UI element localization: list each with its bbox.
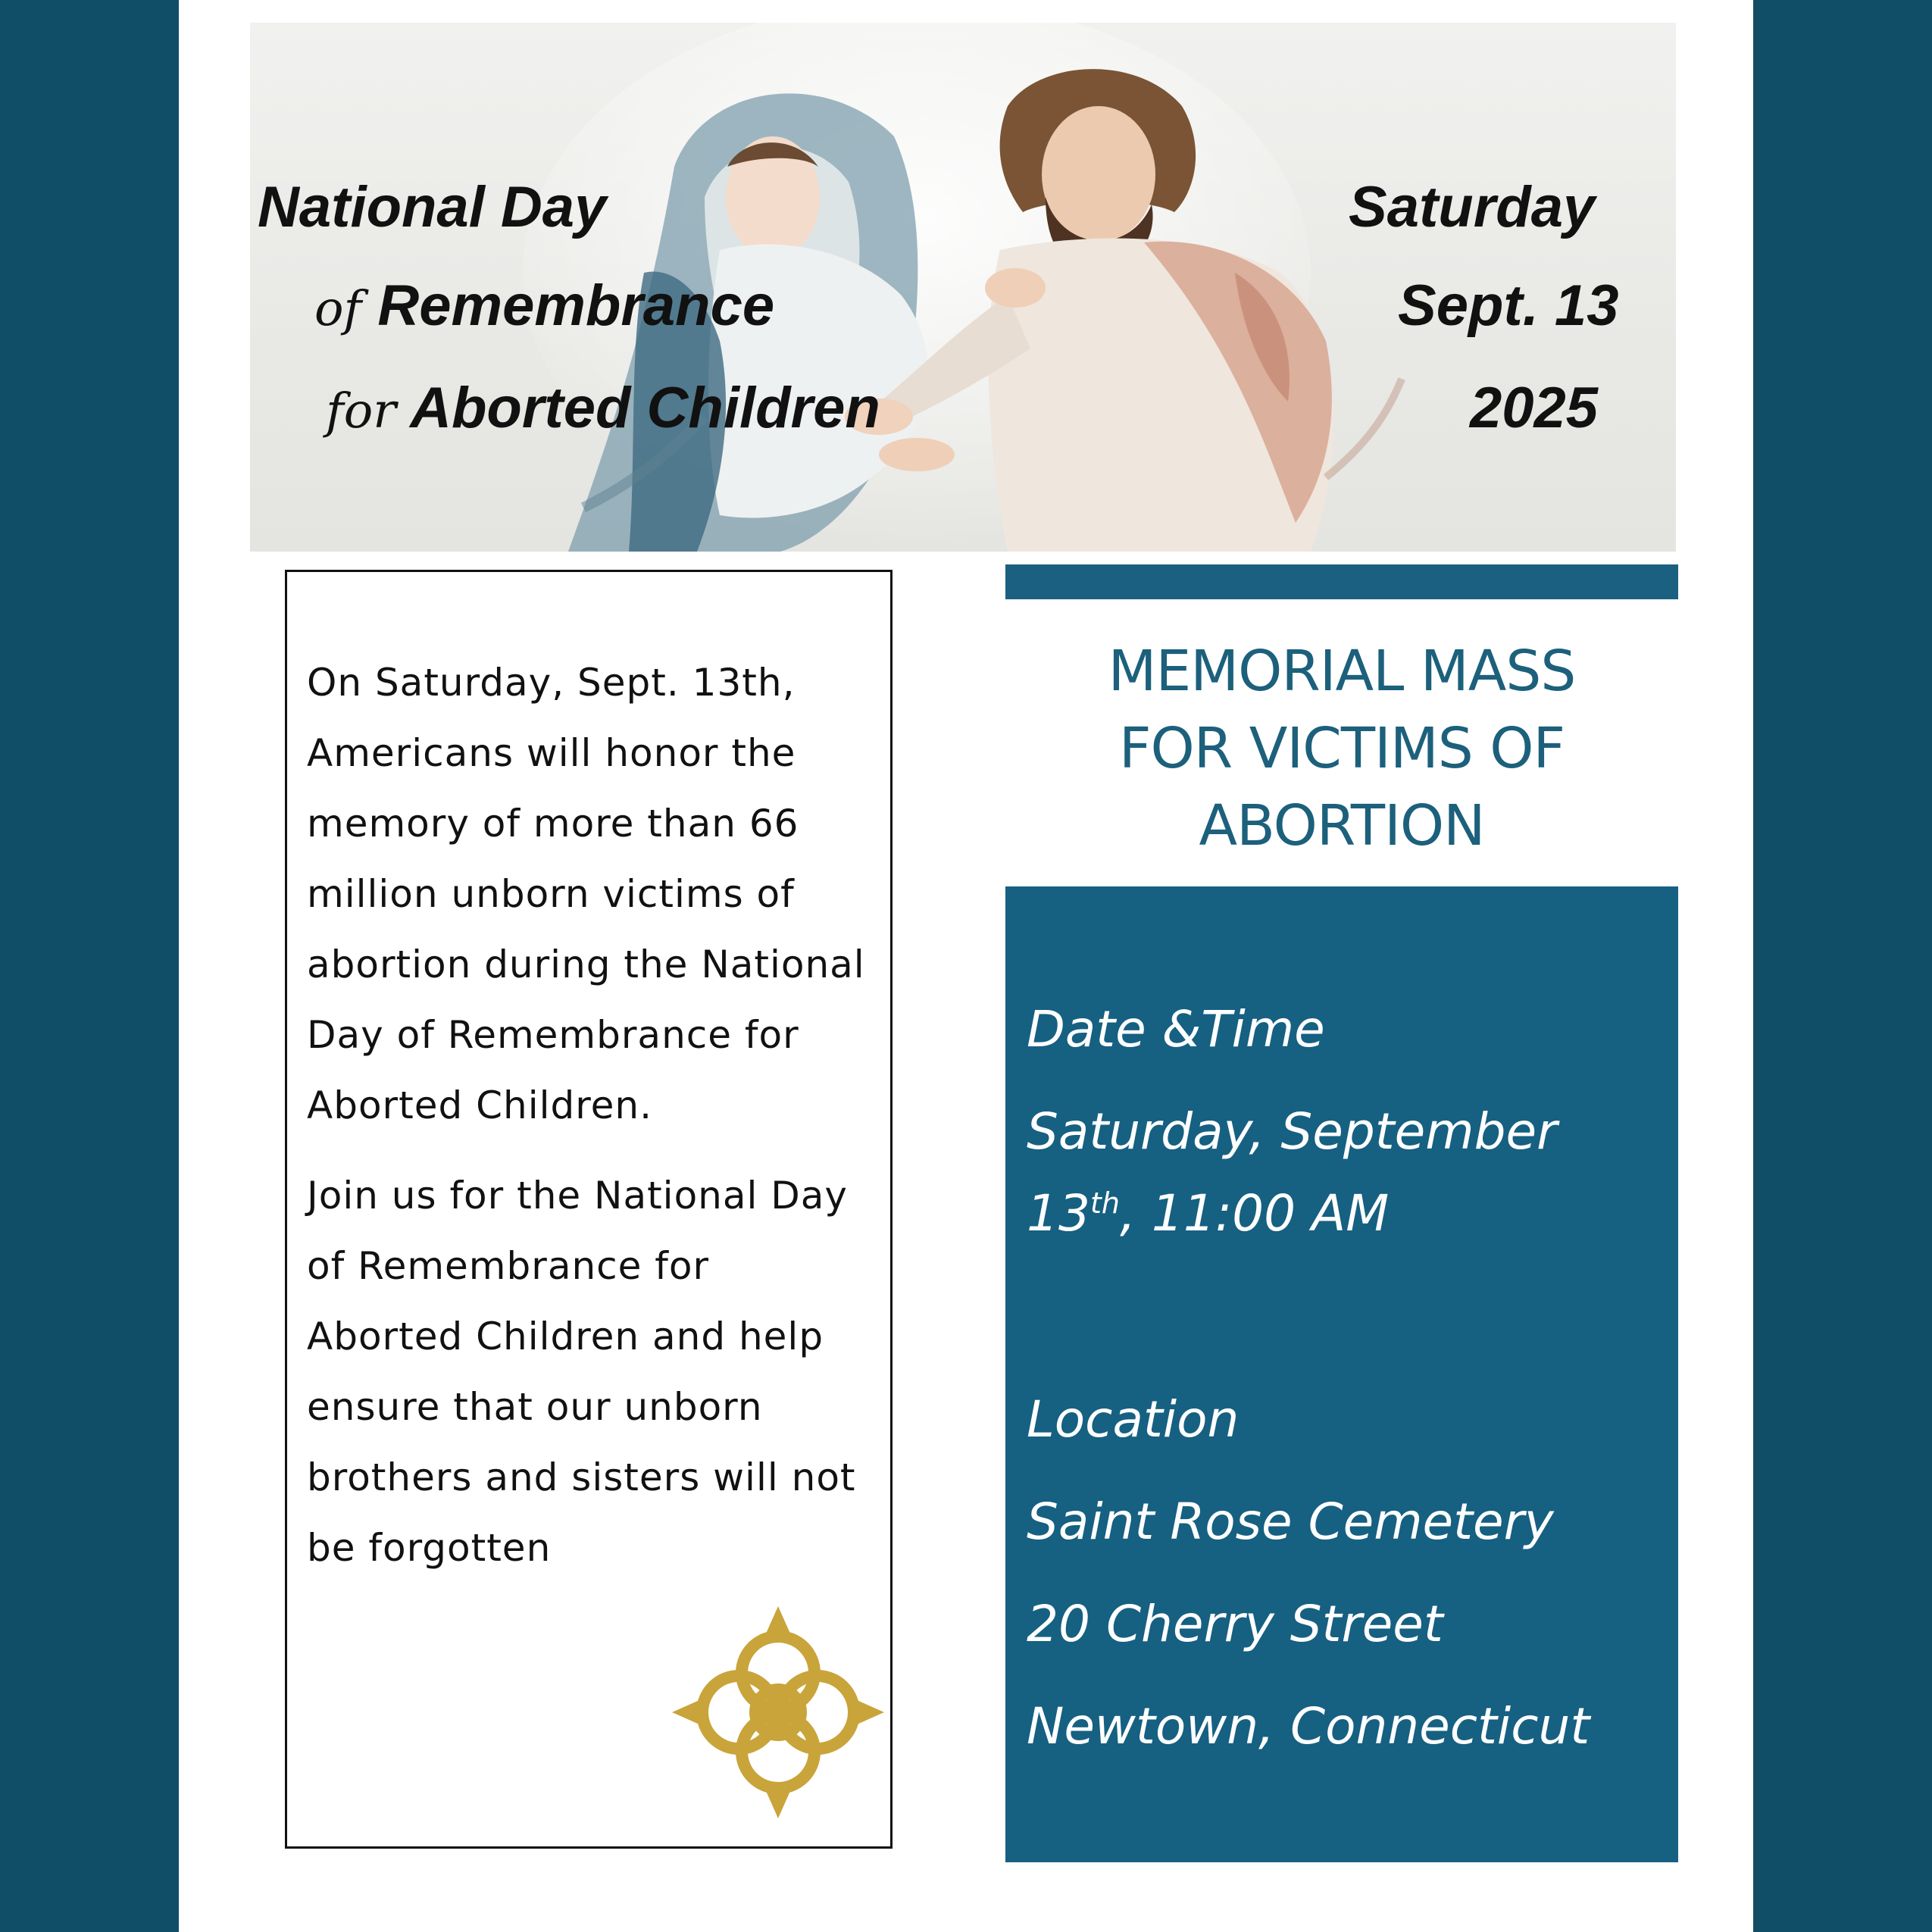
date-day-time-line [1027, 1184, 1389, 1243]
title-line-3: ABORTION [1199, 793, 1485, 858]
location-label: Location [1027, 1390, 1240, 1449]
banner-script-for: for [326, 383, 396, 439]
accent-bar [1005, 564, 1678, 599]
flyer-page [179, 0, 1753, 1932]
date-day: 13 [1027, 1184, 1090, 1243]
banner-title-line-1: National Day [258, 175, 607, 239]
gold-quatrefoil-cross-icon [672, 1606, 884, 1818]
description-text [307, 648, 868, 1603]
title-line-2: FOR VICTIMS OF [1118, 716, 1565, 781]
banner-date-day: Saturday [1349, 175, 1596, 239]
banner-remembrance: Remembrance [377, 274, 775, 338]
banner-date-month: Sept. 13 [1398, 274, 1619, 338]
banner-title-line-2 [314, 273, 774, 339]
banner-title-line-3 [326, 375, 880, 441]
location-street: 20 Cherry Street [1027, 1595, 1443, 1653]
date-line: Saturday, September [1027, 1102, 1558, 1161]
memorial-mass-title [1005, 633, 1678, 864]
date-time: , 11:00 AM [1119, 1184, 1390, 1243]
location-name: Saint Rose Cemetery [1027, 1493, 1554, 1551]
location-city: Newtown, Connecticut [1027, 1697, 1590, 1755]
banner-aborted-children: Aborted Children [410, 376, 880, 440]
date-suffix: th [1089, 1186, 1120, 1220]
description-paragraph-1: On Saturday, Sept. 13th, Americans will honor the memory of more than 66 million unborn victims of abortion during the National Day of Remembrance for Aborted Children. [307, 661, 865, 1127]
header-banner [250, 23, 1676, 552]
banner-date-year: 2025 [1470, 376, 1599, 440]
title-line-1: MEMORIAL MASS [1108, 639, 1576, 704]
event-details-box [1005, 886, 1678, 1862]
description-paragraph-2: Join us for the National Day of Remembrance for Aborted Children and help ensure that our unborn brothers and sisters will not be forgotten [307, 1174, 856, 1570]
date-time-label: Date &Time [1027, 1000, 1325, 1058]
banner-script-of: of [314, 281, 362, 337]
description-box [285, 570, 893, 1849]
